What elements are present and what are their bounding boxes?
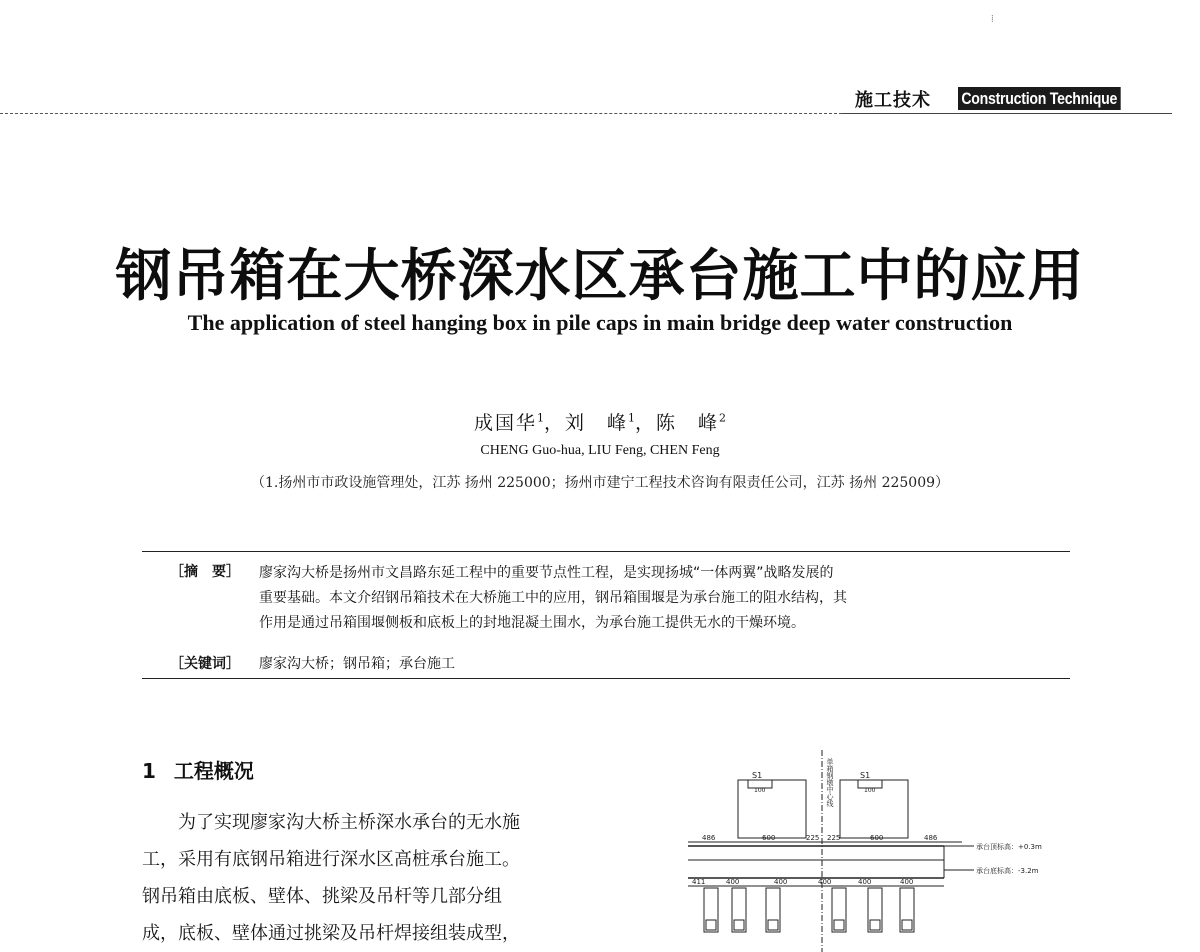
section-heading xyxy=(142,755,254,784)
body-line: 钢吊箱由底板、壁体、挑梁及吊杆等几部分组 xyxy=(142,886,502,907)
keywords-label: ［关键词］ xyxy=(170,656,240,672)
sub-dim-left: 100 xyxy=(754,787,766,794)
abstract-line: 作用是通过吊箱围堰侧板和底板上的封地混凝土围水，为承台施工提供无水的干燥环境。 xyxy=(259,615,805,631)
section-number: 1 xyxy=(142,759,156,783)
paper-title-cn: 钢吊箱在大桥深水区承台施工中的应用 xyxy=(115,243,1085,309)
abstract-bottom-rule xyxy=(142,678,1070,679)
body-line: 为了实现廖家沟大桥主桥深水承台的无水施 xyxy=(142,812,520,833)
sub-dim-right: 100 xyxy=(864,787,876,794)
dim-top-label: 225 xyxy=(806,834,820,842)
dim-bottom-label: 411 xyxy=(692,878,706,886)
section-label-en: Construction Technique xyxy=(958,87,1120,110)
author-name: 刘 峰 xyxy=(564,412,628,434)
author-affil-mark: 2 xyxy=(719,411,727,425)
dim-bottom-label: 400 xyxy=(774,878,788,886)
pile-tip xyxy=(834,920,844,930)
elevation-bottom: 承台底标高：-3.2m xyxy=(976,867,1039,875)
pile-tip xyxy=(902,920,912,930)
affiliation: （1.扬州市市政设施管理处，江苏 扬州 225000；扬州市建宁工程技术咨询有限责任公司，江苏 扬州 225009） xyxy=(250,475,950,491)
pier-left xyxy=(738,780,806,838)
author-name: 成国华 xyxy=(473,412,537,434)
body-paragraph xyxy=(142,804,580,952)
dim-top-label: 600 xyxy=(870,834,884,842)
cofferdam-drawing xyxy=(682,750,1066,952)
elevation-top: 承台顶标高：+0.3m xyxy=(976,843,1042,851)
pile-tip xyxy=(706,920,716,930)
dim-top-label: 486 xyxy=(924,834,938,842)
header-rule-solid xyxy=(842,113,1172,114)
keywords-text: 廖家沟大桥；钢吊箱；承台施工 xyxy=(259,656,455,672)
pile-tip xyxy=(870,920,880,930)
author-separator: ， xyxy=(543,412,565,434)
marker-right: S1 xyxy=(860,771,871,780)
body-line: 成，底板、壁体通过挑梁及吊杆焊接组装成型， xyxy=(142,923,520,944)
corner-mark: ⁞ xyxy=(991,14,994,25)
abstract-label: ［摘 要］ xyxy=(170,564,240,580)
dim-top-label: 600 xyxy=(762,834,776,842)
dim-top-label: 225 xyxy=(827,834,841,842)
abstract-line: 廖家沟大桥是扬州市文昌路东延工程中的重要节点性工程，是实现扬城“一体两翼”战略发展的 xyxy=(259,565,834,581)
header-rule xyxy=(0,113,842,114)
abstract-text xyxy=(259,561,1049,636)
marker-left: S1 xyxy=(752,771,763,780)
paper-title-en: The application of steel hanging box in pile caps in main bridge deep water construction xyxy=(187,310,1013,335)
author-name: 陈 峰 xyxy=(656,412,720,434)
author-separator: ， xyxy=(635,412,657,434)
dim-bottom-label: 400 xyxy=(900,878,914,886)
section-title: 工程概况 xyxy=(173,759,254,783)
pile-tip xyxy=(768,920,778,930)
dim-bottom-label: 400 xyxy=(726,878,740,886)
abstract-line: 重要基础。本文介绍钢吊箱技术在大桥施工中的应用，钢吊箱围堰是为承台施工的阻水结构，其 xyxy=(259,590,847,606)
dim-bottom-label: 400 xyxy=(858,878,872,886)
author-affil-mark: 1 xyxy=(536,411,544,425)
dim-top-label: 486 xyxy=(702,834,716,842)
dim-bottom-label: 400 xyxy=(818,878,832,886)
authors-en: CHENG Guo-hua, LIU Feng, CHEN Feng xyxy=(480,443,720,458)
body-line: 工，采用有底钢吊箱进行深水区高桩承台施工。 xyxy=(142,849,520,870)
center-label: 单箱钢墩中心线 xyxy=(826,758,834,807)
pile-tip xyxy=(734,920,744,930)
section-label-cn: 施工技术 xyxy=(855,90,931,111)
author-affil-mark: 1 xyxy=(628,411,635,425)
authors-cn xyxy=(0,408,1200,435)
abstract-top-rule xyxy=(142,551,1070,552)
